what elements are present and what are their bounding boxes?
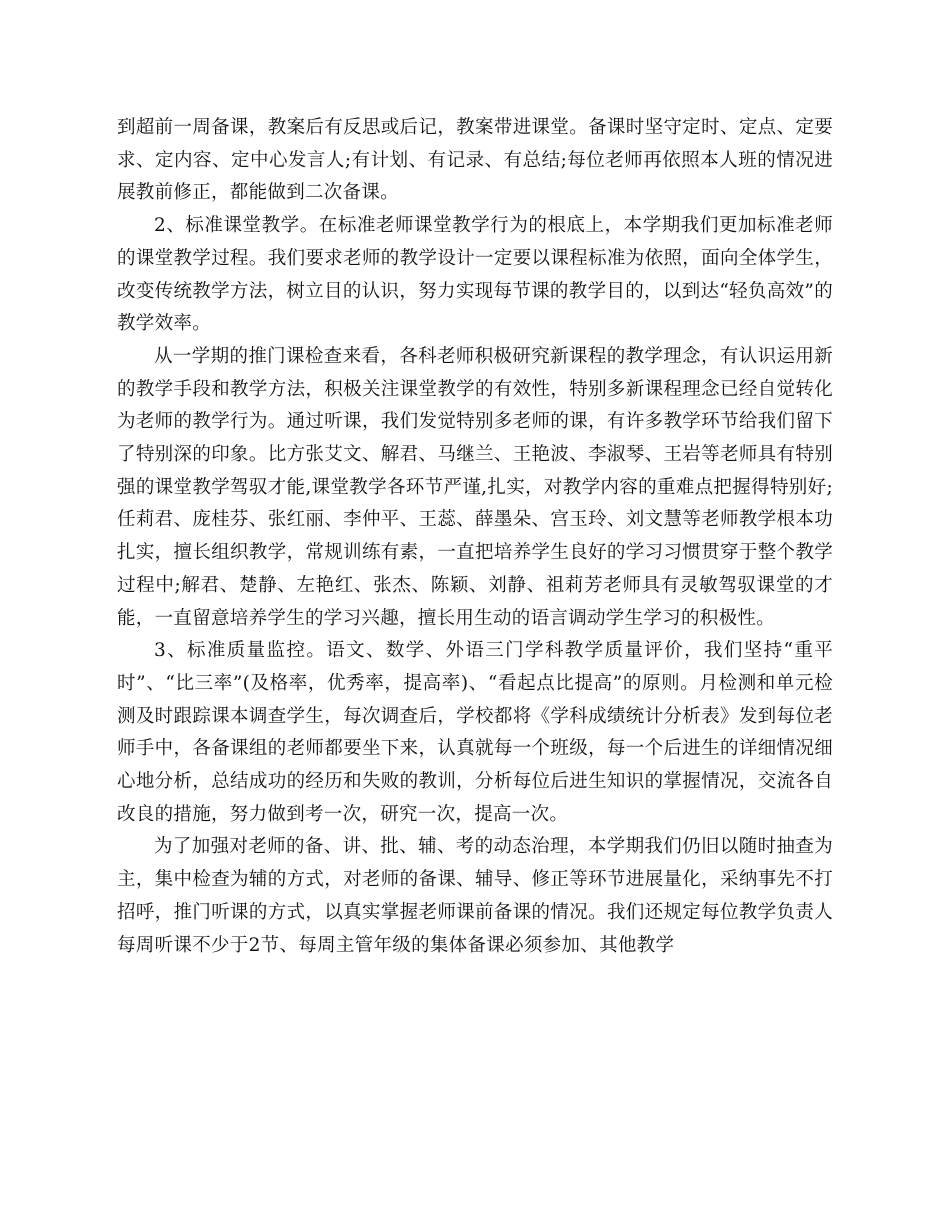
paragraph-open-class-inspection: 从一学期的推门课检查来看，各科老师积极研究新课程的教学理念，有认识运用新的教学手段和教学方法，积极关注课堂教学的有效性，特别多新课程理念已经自觉转化为老师的教学行为。通过听课，我们发觉特别多老师的课，有许多教学环节给我们留下了特别深的印象。比方张艾文、解君、马继兰、王艳波、李淑琴、王岩等老师具有特别强的课堂教学驾驭才能,课堂教学各环节严谨,扎实，对教学内容的重难点把握得特别好;任莉君、庞桂芬、张红丽、李仲平、王蕊、薛墨朵、宫玉玲、刘文慧等老师教学根本功扎实，擅长组织教学，常规训练有素，一直把培养学生良好的学习习惯贯穿于整个教学过程中;解君、楚静、左艳红、张杰、陈颖、刘静、祖莉芳老师具有灵敏驾驭课堂的才能，一直留意培养学生的学习兴趣，擅长用生动的语言调动学生学习的积极性。 (117, 345, 833, 629)
paragraph-lesson-prep-continued: 到超前一周备课，教案后有反思或后记，教案带进课堂。备课时坚守定时、定点、定要求、定内容、定中心发言人;有计划、有记录、有总结;每位老师再依照本人班的情况进展教前修正，都能做到二次备课。 (117, 117, 833, 204)
paragraph-standard-classroom-teaching: 2、标准课堂教学。在标准老师课堂教学行为的根底上，本学期我们更加标准老师的课堂教学过程。我们要求老师的教学设计一定要以课程标准为依照，面向全体学生，改变传统教学方法，树立目的认识，努力实现每节课的教学目的，以到达“轻负高效”的教学效率。 (117, 215, 833, 335)
paragraph-quality-monitoring: 3、标准质量监控。语文、数学、外语三门学科教学质量评价，我们坚持“重平时”、“比三率”(及格率，优秀率，提高率)、“看起点比提高”的原则。月检测和单元检测及时跟踪课本调查学生，每次调查后，学校都将《学科成绩统计分析表》发到每位老师手中，各备课组的老师都要坐下来，认真就每一个班级，每一个后进生的详细情况细心地分析，总结成功的经历和失败的教训，分析每位后进生知识的掌握情况，交流各自改良的措施，努力做到考一次，研究一次，提高一次。 (117, 640, 833, 825)
paragraph-dynamic-management: 为了加强对老师的备、讲、批、辅、考的动态治理，本学期我们仍旧以随时抽查为主，集中检查为辅的方式，对老师的备课、辅导、修正等环节进展量化，采纳事先不打招呼，推门听课的方式，以真实掌握老师课前备课的情况。我们还规定每位教学负责人每周听课不少于2节、每周主管年级的集体备课必须参加、其他教学 (117, 836, 833, 956)
document-body (117, 112, 833, 962)
